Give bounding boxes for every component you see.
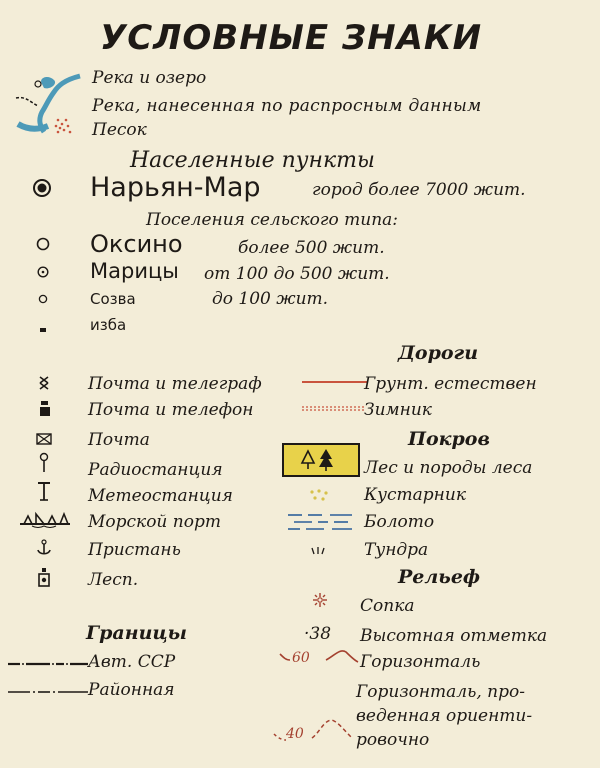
forest-office-icon bbox=[37, 566, 51, 588]
weather-station-icon bbox=[36, 480, 52, 502]
district-border-label: Районная bbox=[88, 680, 175, 700]
swamp-label: Болото bbox=[364, 512, 435, 532]
hill-label: Сопка bbox=[360, 596, 415, 616]
cover-heading: Покров bbox=[408, 428, 490, 450]
approx-contour-symbol bbox=[272, 712, 356, 744]
contour-value: 60 bbox=[292, 650, 310, 666]
hill-symbol bbox=[312, 592, 328, 608]
sand-label: Песок bbox=[92, 120, 147, 140]
roads-heading: Дороги bbox=[398, 342, 479, 364]
post-telephone-icon bbox=[39, 399, 51, 417]
post-telephone-label: Почта и телефон bbox=[88, 400, 254, 420]
dirt-road-line bbox=[300, 378, 370, 386]
village-small-name: Созва bbox=[90, 290, 136, 308]
sea-port-icon bbox=[18, 510, 72, 528]
winter-road-label: Зимник bbox=[364, 400, 432, 420]
radio-station-label: Радиостанция bbox=[88, 460, 223, 480]
river-lake-sand-symbol bbox=[14, 72, 94, 142]
rural-heading: Поселения сельского типа: bbox=[146, 210, 399, 230]
elevation-value: ·38 bbox=[304, 624, 332, 644]
village-large-name: Оксино bbox=[90, 230, 183, 258]
city-desc: город более 7000 жит. bbox=[312, 180, 526, 200]
weather-station-label: Метеостанция bbox=[88, 486, 233, 506]
hut-label: изба bbox=[90, 316, 127, 334]
approx-contour-label-line3: ровочно bbox=[356, 730, 430, 750]
legend-title: УСЛОВНЫЕ ЗНАКИ bbox=[100, 18, 483, 58]
river-lake-label: Река и озеро bbox=[92, 68, 207, 88]
river-hearsay-label: Река, нанесенная по распросным данным bbox=[92, 96, 482, 116]
sea-port-label: Морской порт bbox=[88, 512, 221, 532]
post-telegraph-icon bbox=[38, 375, 50, 391]
relief-heading: Рельеф bbox=[398, 566, 481, 588]
pier-label: Пристань bbox=[88, 540, 181, 560]
approx-contour-label-line2: веденная ориенти- bbox=[356, 706, 533, 726]
forest-office-label: Лесп. bbox=[88, 570, 139, 590]
approx-contour-value: 40 bbox=[286, 726, 304, 742]
village-medium-desc: от 100 до 500 жит. bbox=[204, 264, 390, 284]
borders-heading: Границы bbox=[86, 622, 187, 644]
post-icon bbox=[36, 433, 52, 445]
pier-icon bbox=[36, 539, 52, 557]
village-large-desc: более 500 жит. bbox=[238, 238, 385, 258]
settlements-heading: Населенные пункты bbox=[130, 148, 375, 173]
hut-icon bbox=[40, 328, 46, 332]
radio-station-icon bbox=[38, 452, 50, 474]
elevation-label: Высотная отметка bbox=[360, 626, 548, 646]
contour-label: Горизонталь bbox=[360, 652, 481, 672]
tundra-symbol bbox=[310, 544, 326, 556]
forest-swatch bbox=[282, 443, 360, 477]
village-small-icon bbox=[38, 294, 48, 304]
dirt-road-label: Грунт. естествен bbox=[364, 374, 537, 394]
forest-label: Лес и породы леса bbox=[364, 458, 533, 478]
village-large-icon bbox=[36, 237, 50, 251]
village-medium-name: Марицы bbox=[90, 259, 179, 283]
post-label: Почта bbox=[88, 430, 150, 450]
village-medium-icon bbox=[37, 266, 49, 278]
contour-symbol bbox=[278, 646, 360, 670]
asr-border-line bbox=[6, 660, 90, 668]
shrub-symbol bbox=[308, 488, 330, 502]
post-telegraph-label: Почта и телеграф bbox=[88, 374, 262, 394]
shrub-label: Кустарник bbox=[364, 485, 466, 505]
asr-border-label: Авт. ССР bbox=[88, 652, 176, 672]
winter-road-line bbox=[300, 404, 366, 412]
swamp-symbol bbox=[286, 511, 356, 533]
city-name: Нарьян-Мар bbox=[90, 172, 261, 203]
city-icon bbox=[32, 178, 52, 198]
district-border-line bbox=[6, 688, 90, 696]
approx-contour-label-line1: Горизонталь, про- bbox=[356, 682, 525, 702]
tundra-label: Тундра bbox=[364, 540, 429, 560]
village-small-desc: до 100 жит. bbox=[212, 289, 329, 309]
